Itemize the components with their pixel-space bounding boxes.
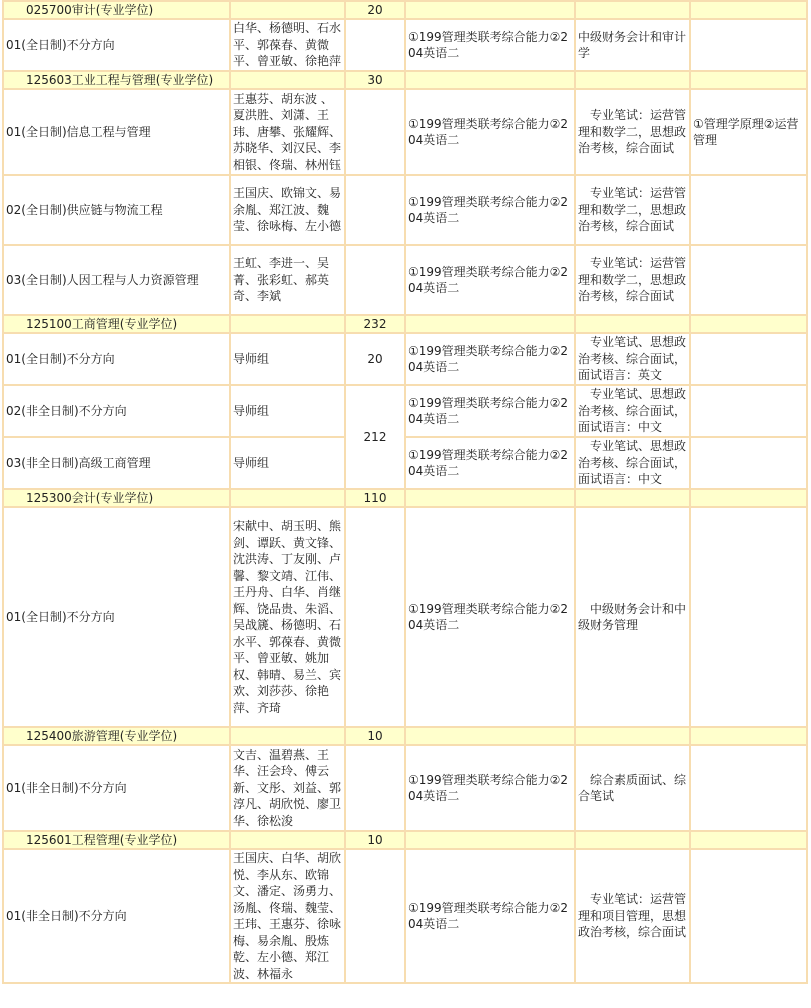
section-empty-advisors [230,489,345,507]
quota-cell [345,507,405,727]
extra-exam-cell [690,245,807,315]
section-empty-exams [405,727,575,745]
section-empty-extra [690,71,807,89]
advisors-cell: 白华、杨德明、石水平、郭葆春、黄微平、曾亚敏、徐艳萍 [230,19,345,71]
section-header-row [3,831,807,849]
section-title-text: 125300会计(专业学位) [26,490,154,505]
exams-cell: ①199管理类联考综合能力②204英语二 [405,507,575,727]
exams-cell: ①199管理类联考综合能力②204英语二 [405,437,575,489]
section-title-text: 125100工商管理(专业学位) [26,316,178,331]
section-empty-retest [575,831,690,849]
advisors-cell: 王惠芬、胡东波 、夏洪胜、刘潇、王玮、唐攀、张耀辉、苏晓华、刘汉民、李相银、佟瑞、林州钰 [230,89,345,175]
advisors-cell: 王虹、李进一、吴菁、张彩虹、郝英奇、李斌 [230,245,345,315]
section-header-row [3,489,807,507]
section-empty-retest [575,489,690,507]
retest-cell: 综合素质面试、综合笔试 [575,745,690,831]
table-row [3,333,807,385]
section-title-text: 125601工程管理(专业学位) [26,832,178,847]
section-empty-exams [405,315,575,333]
table-row [3,507,807,727]
section-empty-advisors [230,727,345,745]
section-title-text: 025700审计(专业学位) [26,2,154,17]
retest-cell: 专业笔试：运营管理和数学二，思想政治考核，综合面试 [575,89,690,175]
table-row [3,175,807,245]
section-header-row [3,315,807,333]
section-empty-exams [405,489,575,507]
extra-exam-cell [690,507,807,727]
exams-cell: ①199管理类联考综合能力②204英语二 [405,19,575,71]
section-empty-retest [575,315,690,333]
extra-exam-cell [690,385,807,437]
quota-cell [345,89,405,175]
section-empty-exams [405,831,575,849]
direction-cell: 03(全日制)人因工程与人力资源管理 [3,245,230,315]
section-empty-advisors [230,831,345,849]
direction-cell: 01(全日制)信息工程与管理 [3,89,230,175]
extra-exam-cell [690,333,807,385]
section-empty-extra [690,727,807,745]
section-empty-extra [690,831,807,849]
advisors-cell: 导师组 [230,333,345,385]
section-count: 10 [345,727,405,745]
table-row [3,849,807,983]
extra-exam-cell: ①管理学原理②运营管理 [690,89,807,175]
section-title [3,1,230,19]
section-empty-exams [405,71,575,89]
section-count: 232 [345,315,405,333]
section-count: 110 [345,489,405,507]
quota-cell: 20 [345,333,405,385]
advisors-cell: 文吉、温碧燕、王华、汪会玲、傅云新、文彤、刘益、郭淳凡、胡欣悦、廖卫华、徐松浚 [230,745,345,831]
retest-cell: 专业笔试、思想政治考核、综合面试，面试语言：中文 [575,385,690,437]
table-body [3,1,807,983]
direction-cell: 02(非全日制)不分方向 [3,385,230,437]
section-header-row [3,1,807,19]
section-empty-advisors [230,1,345,19]
quota-cell [345,745,405,831]
advisors-cell: 王国庆、白华、胡欣悦、李从东、欧锦文、潘定、汤勇力、汤胤、佟瑞、魏莹、王玮、王惠芬、徐咏梅、易余胤、殷炼乾、左小德、郑江波、林福永 [230,849,345,983]
retest-cell: 专业笔试、思想政治考核、综合面试，面试语言：英文 [575,333,690,385]
direction-cell: 03(非全日制)高级工商管理 [3,437,230,489]
table-row [3,245,807,315]
section-count: 30 [345,71,405,89]
exams-cell: ①199管理类联考综合能力②204英语二 [405,849,575,983]
section-empty-extra [690,489,807,507]
quota-cell: 212 [345,385,405,489]
table-row [3,745,807,831]
section-title [3,727,230,745]
section-empty-extra [690,315,807,333]
table-row [3,19,807,71]
section-empty-retest [575,71,690,89]
direction-cell: 01(全日制)不分方向 [3,333,230,385]
quota-cell [345,175,405,245]
section-count: 20 [345,1,405,19]
section-empty-retest [575,727,690,745]
section-empty-advisors [230,71,345,89]
table-row [3,437,807,489]
direction-cell: 02(全日制)供应链与物流工程 [3,175,230,245]
quota-cell [345,245,405,315]
section-title [3,831,230,849]
direction-cell: 01(非全日制)不分方向 [3,849,230,983]
extra-exam-cell [690,437,807,489]
section-title-text: 125603工业工程与管理(专业学位) [26,72,214,87]
section-empty-extra [690,1,807,19]
retest-cell: 中级财务会计和中级财务管理 [575,507,690,727]
retest-cell: 专业笔试：运营管理和数学二，思想政治考核，综合面试 [575,175,690,245]
section-empty-exams [405,1,575,19]
advisors-cell: 导师组 [230,385,345,437]
section-title [3,489,230,507]
section-count: 10 [345,831,405,849]
section-empty-retest [575,1,690,19]
retest-cell: 中级财务会计和审计学 [575,19,690,71]
table-row [3,385,807,437]
retest-cell: 专业笔试：运营管理和项目管理，思想政治考核，综合面试 [575,849,690,983]
direction-cell: 01(非全日制)不分方向 [3,745,230,831]
section-header-row [3,727,807,745]
exams-cell: ①199管理类联考综合能力②204英语二 [405,245,575,315]
section-header-row [3,71,807,89]
section-title-text: 125400旅游管理(专业学位) [26,728,178,743]
exams-cell: ①199管理类联考综合能力②204英语二 [405,333,575,385]
exams-cell: ①199管理类联考综合能力②204英语二 [405,385,575,437]
exams-cell: ①199管理类联考综合能力②204英语二 [405,89,575,175]
advisors-cell: 导师组 [230,437,345,489]
quota-cell [345,19,405,71]
extra-exam-cell [690,19,807,71]
exams-cell: ①199管理类联考综合能力②204英语二 [405,175,575,245]
section-title [3,71,230,89]
section-empty-advisors [230,315,345,333]
extra-exam-cell [690,175,807,245]
direction-cell: 01(全日制)不分方向 [3,507,230,727]
direction-cell: 01(全日制)不分方向 [3,19,230,71]
retest-cell: 专业笔试：运营管理和数学二，思想政治考核，综合面试 [575,245,690,315]
extra-exam-cell [690,745,807,831]
exams-cell: ①199管理类联考综合能力②204英语二 [405,745,575,831]
advisors-cell: 王国庆、欧锦文、易余胤、郑江波、魏莹、徐咏梅、左小德 [230,175,345,245]
retest-cell: 专业笔试、思想政治考核、综合面试，面试语言：中文 [575,437,690,489]
extra-exam-cell [690,849,807,983]
admissions-table [2,0,808,984]
quota-cell [345,849,405,983]
advisors-cell: 宋献中、胡玉明、熊剑、谭跃、黄文锋、沈洪涛、丁友刚、卢馨、黎文靖、江伟、王丹舟、白华、肖继辉、饶品贵、朱滔、吴战篪、杨德明、石水平、郭葆春、黄微平、曾亚敏、姚加权、韩晴、易兰、宾欢、刘莎莎、徐艳萍、齐琦 [230,507,345,727]
section-title [3,315,230,333]
table-row [3,89,807,175]
